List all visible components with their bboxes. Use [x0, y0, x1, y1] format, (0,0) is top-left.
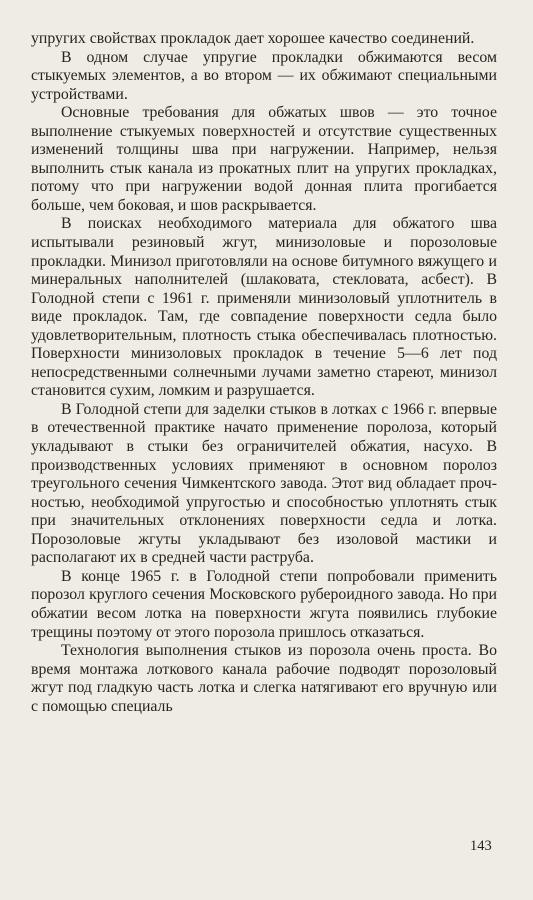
paragraph-7: Технология выполнения стыков из порозола очень проста. Во время монтажа лоткового канала рабочие подводят порозоловый жгут под гладкую часть лотка и слегка натягивают его вручную или с помощью специаль [31, 642, 497, 715]
paragraph-2: В одном случае упругие прокладки обжимаются весом стыкуемых элементов, а во втором — их обжимают специальными устройствами. [31, 48, 497, 103]
paragraph-1: упругих свойствах прокладок дает хорошее качество соединений. [31, 30, 475, 47]
paragraph-6: В конце 1965 г. в Голодной степи попробовали применить порозол круглого сечения Московского рубероидного завода. Но при обжатии весом лотка на поверхности жгута появились глубокие трещины поэтому от этого порозола пришлось отказаться. [31, 567, 497, 641]
paragraph-3: Основные требования для обжатых швов — это точное выполнение стыкуемых поверхностей и отсутствие существенных изменений толщины шва при нагружении. Например, нельзя выполнить стык канала из прокатных плит на упругих прокладках, потому что при нагружении водой донная плита прогибается больше, чем боковая, и шов раскрывается. [31, 104, 497, 214]
page-number: 143 [470, 838, 492, 854]
paragraph-4: В поисках необходимого материала для обжатого шва испытывали резиновый жгут, минизоловые и порозоловые прокладки. Минизол приготовляли на основе битумного вяжущего и минеральных наполнителей (шлаковата, стекловата, асбест). В Голодной степи с 1961 г. применяли минизоловый уплотнитель в виде прокладок. Там, где совпадение поверхности седла было удовлетворительным, плотность стыка обеспечивалась плотностью. Поверхности минизоловых прокладок в течение 5—6 лет под непосредственными солнечными лучами заметно стареют, минизол становится сухим, ломким и разрушается. [31, 215, 497, 400]
body-text [31, 30, 497, 716]
paragraph-5: В Голодной степи для заделки стыков в лотках с 1966 г. впервые в отечественной практике начато применение поролоза, который укладывают в стыки без ограничителей обжатия, насухо. В производственных условиях применяют в основном поролоз треугольного сечения Чимкентского завода. Этот вид обладает прочностью, необходимой упругостью и способностью уплотнять стык при значительных отклонениях поверхности седла и лотка. Порозоловые жгуты укладывают без изоловой мастики и располагают их в средней части раструба. [31, 400, 497, 567]
